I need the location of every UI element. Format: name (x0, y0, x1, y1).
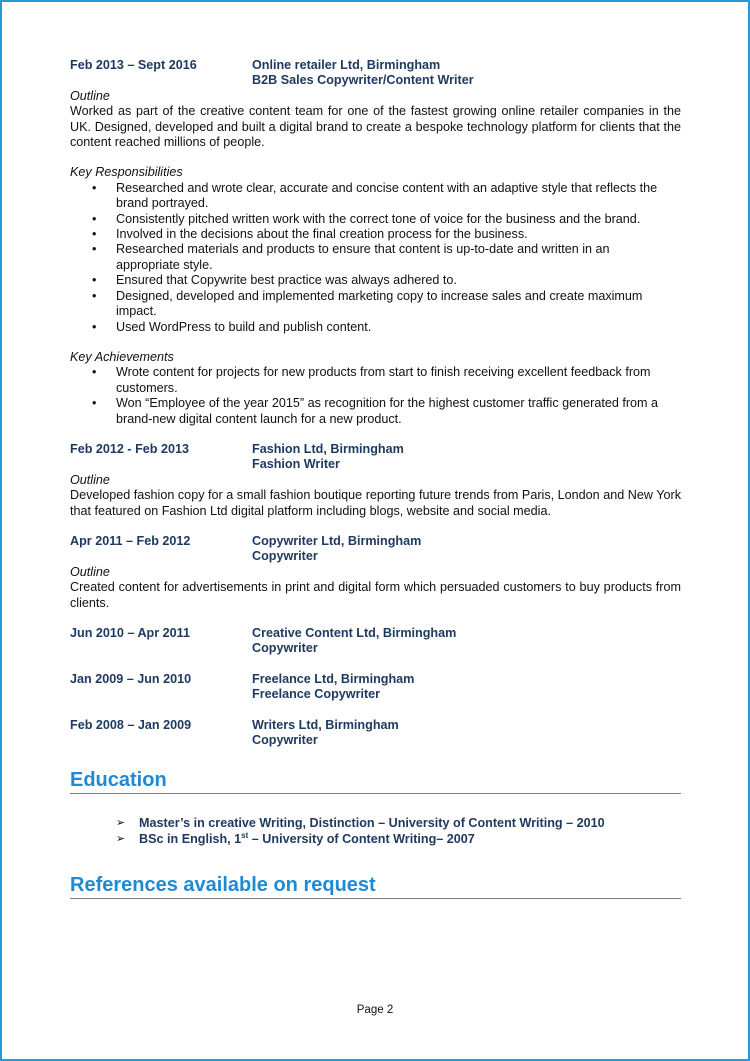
list-item: • Involved in the decisions about the final creation process for the business. (70, 227, 681, 242)
job-date: Feb 2013 – Sept 2016 (70, 58, 197, 72)
list-item: • Researched materials and products to ensure that content is up-to-date and written in an appropriate style. (70, 242, 681, 273)
job-header (70, 58, 681, 89)
education-item (70, 816, 681, 831)
job-company: Fashion Ltd, Birmingham (252, 441, 404, 456)
job-role: Copywriter (252, 641, 318, 656)
job-company: Creative Content Ltd, Birmingham (252, 626, 457, 640)
job-role: Copywriter (252, 549, 318, 564)
outline-label: Outline (70, 472, 110, 487)
job-company: Copywriter Ltd, Birmingham (252, 533, 422, 548)
job-header (70, 672, 681, 703)
job-titles (252, 672, 414, 703)
job-entry (70, 718, 681, 749)
job-titles (252, 58, 474, 89)
job-date: Jan 2009 – Jun 2010 (70, 671, 192, 686)
job-entry (70, 672, 681, 703)
job-date: Apr 2011 – Feb 2012 (70, 533, 191, 548)
list-item: • Designed, developed and implemented marketing copy to increase sales and create maximum impact. (70, 289, 681, 320)
job-entry (70, 534, 681, 611)
references-heading: References available on request (70, 873, 681, 899)
list-item: • Won “Employee of the year 2015” as recognition for the highest customer traffic generated from a brand-new digital content launch for a new product. (70, 396, 681, 427)
education-item-text: BSc in English, 1 (139, 831, 242, 846)
job-titles (252, 534, 421, 565)
job-outline: Worked as part of the creative content team for one of the fastest growing online retailer companies in the UK. Designed, developed and built a digital brand to create a bespoke technology platform for clients that the content reached millions of people. (70, 104, 681, 150)
responsibilities-list (70, 181, 681, 335)
education-item-text: Master’s in creative Writing, Distinction – University of Content Writing – 2010 (139, 816, 605, 831)
job-date: Feb 2008 – Jan 2009 (70, 717, 192, 732)
list-item: • Consistently pitched written work with the correct tone of voice for the business and the brand. (70, 212, 681, 227)
list-item: • Wrote content for projects for new products from start to finish receiving excellent feedback from customers. (70, 365, 681, 396)
outline-label: Outline (70, 88, 110, 103)
job-header (70, 534, 681, 565)
responsibilities-label: Key Responsibilities (70, 165, 183, 180)
achievements-list (70, 365, 681, 427)
job-entry (70, 442, 681, 519)
job-company: Writers Ltd, Birmingham (252, 717, 399, 732)
job-company: Online retailer Ltd, Birmingham (252, 58, 441, 72)
list-item: • Used WordPress to build and publish content. (70, 320, 681, 335)
job-titles (252, 718, 399, 749)
job-header (70, 626, 681, 657)
education-item-text: – University of Content Writing– 2007 (248, 831, 475, 846)
job-date: Jun 2010 – Apr 2011 (70, 626, 190, 640)
job-role: B2B Sales Copywriter/Content Writer (252, 73, 474, 88)
job-header (70, 718, 681, 749)
list-item: • Researched and wrote clear, accurate and concise content with an adaptive style that reflects the brand portrayed. (70, 181, 681, 212)
page-number: Page 2 (356, 1004, 394, 1016)
list-item: • Ensured that Copywrite best practice was always adhered to. (70, 273, 681, 288)
job-outline: Developed fashion copy for a small fashion boutique reporting future trends from Paris, London and New York that featured on Fashion Ltd digital platform including blogs, website and social media. (70, 488, 681, 518)
job-date: Feb 2012 - Feb 2013 (70, 441, 190, 456)
job-titles (252, 442, 404, 473)
education-list (70, 816, 681, 847)
job-role: Copywriter (252, 733, 318, 748)
job-outline: Created content for advertisements in print and digital form which persuaded customers to buy products from clients. (70, 580, 681, 610)
job-company: Freelance Ltd, Birmingham (252, 671, 415, 686)
outline-label: Outline (70, 564, 110, 579)
job-header (70, 442, 681, 473)
job-role: Freelance Copywriter (252, 687, 381, 702)
job-entry (70, 626, 681, 657)
job-role: Fashion Writer (252, 457, 340, 472)
ordinal-suffix: st (241, 830, 249, 840)
education-heading: Education (70, 768, 681, 794)
job-entry (70, 58, 681, 427)
job-titles (252, 626, 456, 657)
resume-content (70, 58, 681, 899)
achievements-label: Key Achievements (70, 349, 174, 364)
education-item (70, 832, 681, 847)
